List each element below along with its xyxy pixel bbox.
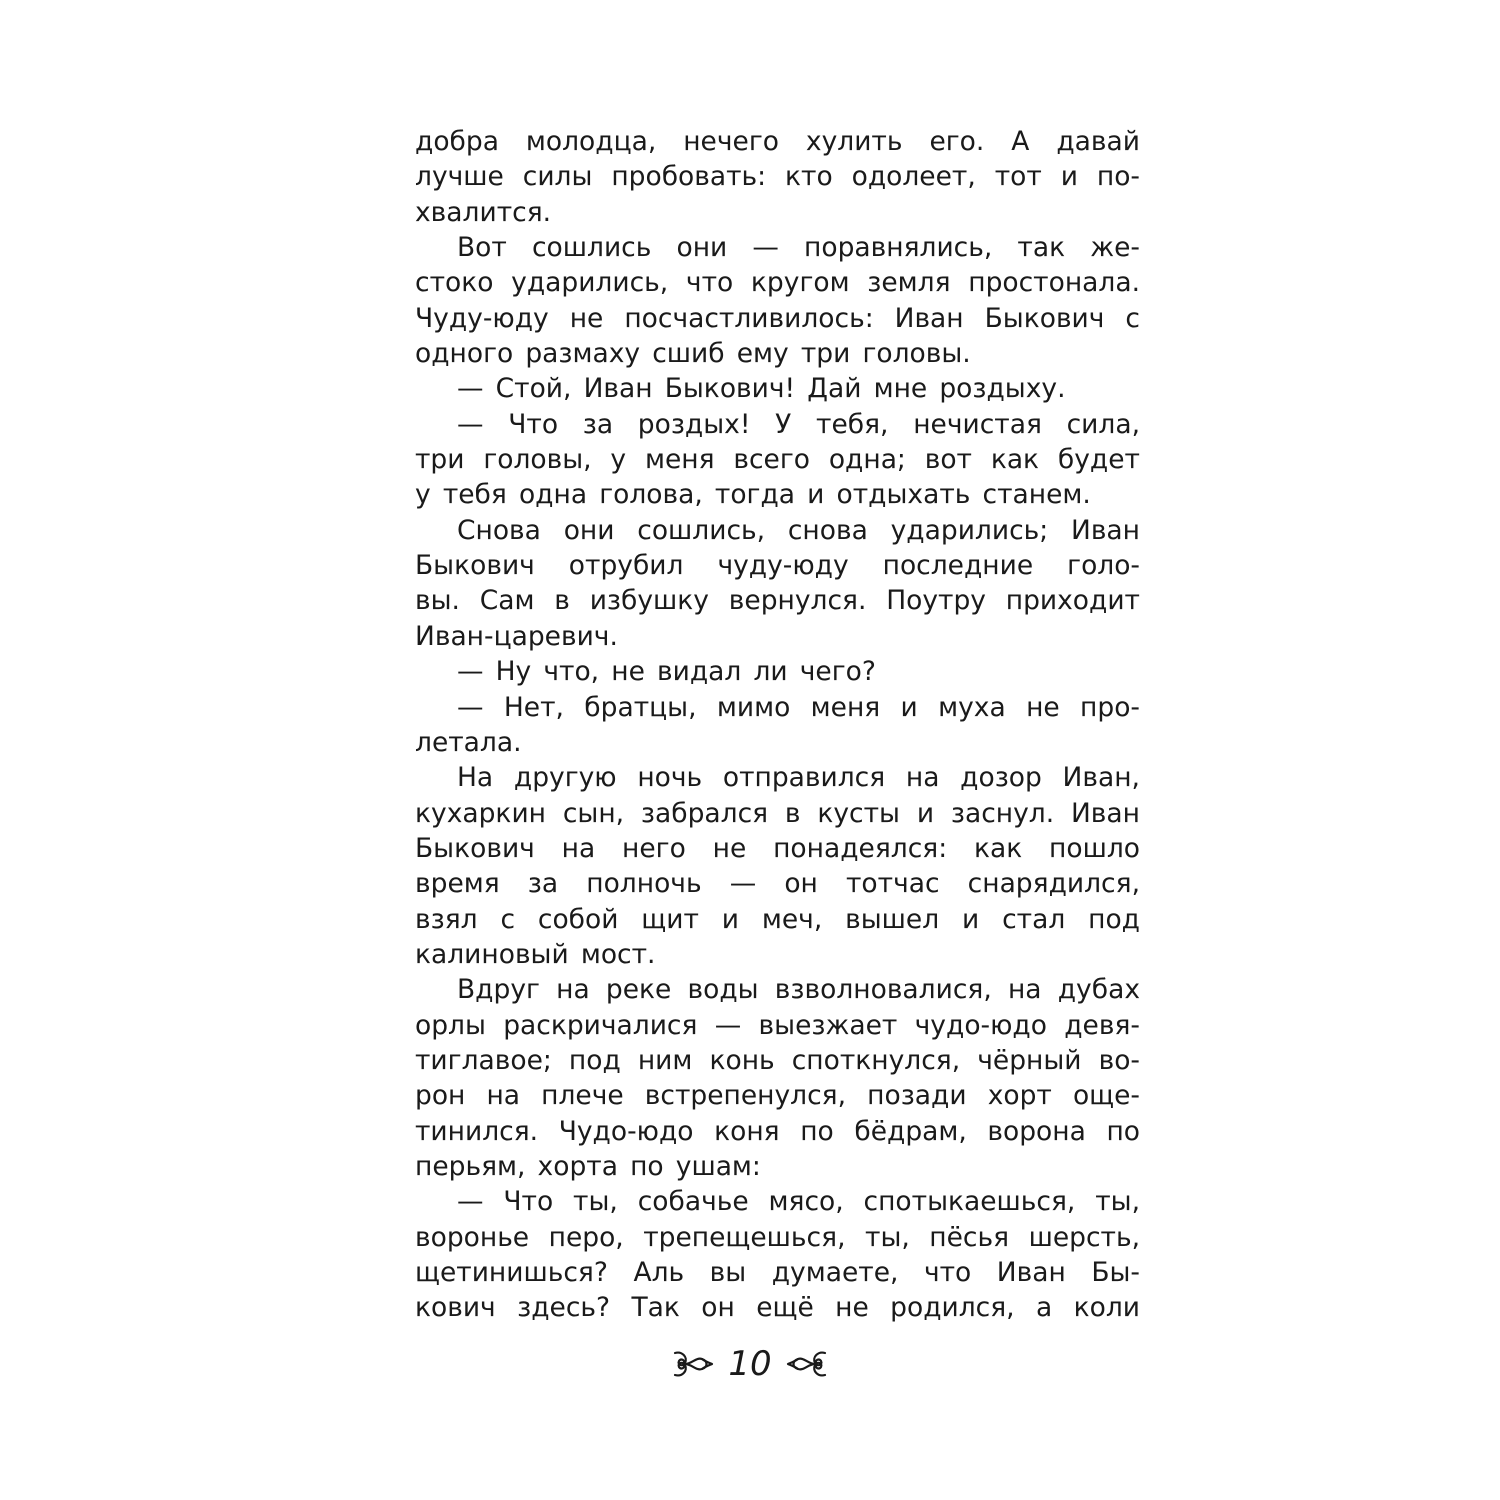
text-line: у тебя одна голова, тогда и отдыхать станем. [415, 479, 1091, 511]
text-line: — Что ты, собачье мясо, спотыкаешься, ты, [457, 1186, 1140, 1218]
text-line: щетинишься? Аль вы думаете, что Иван Бы- [415, 1257, 1140, 1288]
text-line: Вдруг на реке воды взволновалися, на дубах [457, 974, 1140, 1006]
text-line: лучше силы пробовать: кто одолеет, тот и по- [415, 161, 1140, 193]
text-line: орлы раскричалися — выезжает чудо-юдо девя- [415, 1009, 1140, 1041]
text-line: Иван-царевич. [415, 620, 618, 652]
text-line: — Нет, братцы, мимо меня и муха не про- [457, 691, 1140, 723]
text-line: кович здесь? Так он ещё не родился, а коли [415, 1292, 1140, 1324]
text-line: Снова они сошлись, снова ударились; Иван [457, 514, 1140, 546]
text-line: воронье перо, трепещешься, ты, пёсья шерсть, [415, 1221, 1140, 1253]
book-text-body [415, 124, 1140, 1326]
text-line: Чуду-юду не посчастливилось: Иван Быкович с [415, 302, 1140, 334]
text-line: хвалится. [415, 196, 552, 228]
flourish-left-icon [672, 1349, 714, 1379]
text-line: — Ну что, не видал ли чего? [457, 656, 876, 688]
text-line: тиглавое; под ним конь споткнулся, чёрный во- [415, 1044, 1140, 1076]
text-line: перьям, хорта по ушам: [415, 1150, 761, 1182]
text-line: тинился. Чудо-юдо коня по бёдрам, ворона по [415, 1115, 1140, 1147]
text-line: Быкович отрубил чуду-юду последние голо- [415, 550, 1140, 582]
text-line: Быкович на него не понадеялся: как пошло [415, 832, 1140, 864]
text-line: — Стой, Иван Быкович! Дай мне роздыху. [457, 373, 1066, 405]
text-line: время за полночь — он тотчас снарядился, [415, 868, 1140, 900]
text-line: взял с собой щит и меч, вышел и стал под [415, 903, 1140, 935]
page-footer [0, 1340, 1500, 1388]
flourish-right-icon [786, 1349, 828, 1379]
text-line: Вот сошлись они — поравнялись, так же- [457, 232, 1140, 264]
text-line: На другую ночь отправился на дозор Иван, [457, 762, 1140, 794]
text-line: вы. Сам в избушку вернулся. Поутру приходит [415, 585, 1140, 617]
text-line: калиновый мост. [415, 938, 656, 970]
text-line: добра молодца, нечего хулить его. А давай [415, 126, 1140, 157]
text-line: стоко ударились, что кругом земля простонала. [415, 267, 1140, 299]
text-line: три головы, у меня всего одна; вот как будет [415, 444, 1140, 476]
text-line: кухаркин сын, забрался в кусты и заснул. Иван [415, 797, 1140, 829]
text-line: летала. [415, 726, 522, 758]
page-number: 10 [728, 1344, 772, 1384]
text-line: рон на плече встрепенулся, позади хорт още- [415, 1080, 1140, 1112]
text-line: — Что за роздых! У тебя, нечистая сила, [457, 408, 1140, 440]
text-line: одного размаху сшиб ему три головы. [415, 338, 971, 370]
